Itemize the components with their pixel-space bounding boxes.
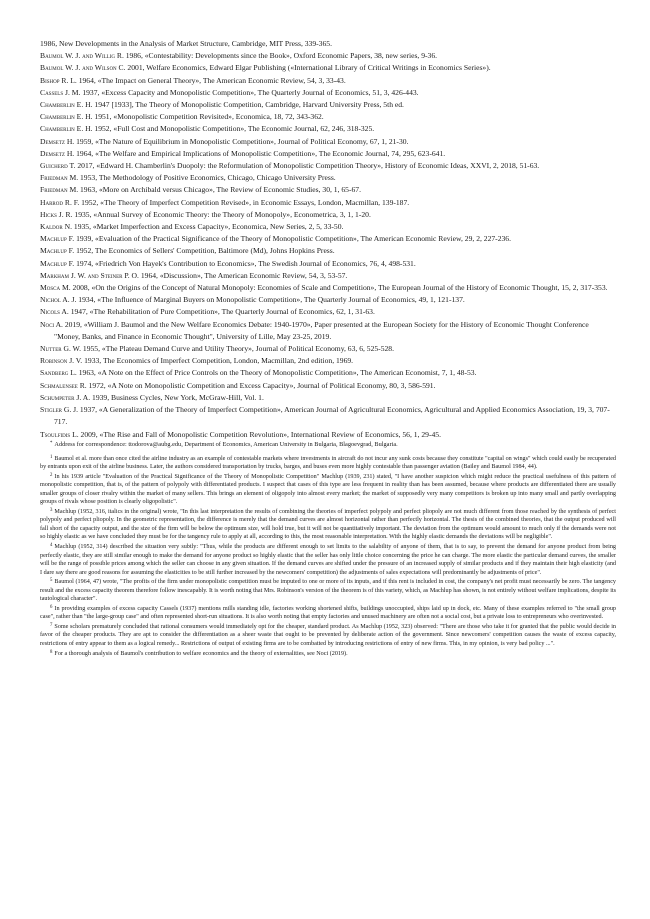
reference-entry: [40, 245, 616, 257]
reference-entry: [40, 87, 616, 99]
reference-author: Robinson J. V.: [40, 356, 83, 366]
reference-entry: [40, 172, 616, 184]
reference-author: Nichol A. J.: [40, 295, 77, 305]
page: [40, 38, 616, 657]
reference-text: 1964, «The Welfare and Empirical Implications of Monopolistic Competition», The Economic Journal, 74, 295, 623-641.: [74, 148, 446, 158]
footnote-mark: 5: [50, 578, 53, 584]
reference-text: 1939, Business Cycles, New York, McGraw-Hill, Vol. 1.: [90, 392, 264, 402]
footnote-text: Machlup (1952, 314) described the situation very subtly: "Thus, while the products are different enough to set limits to the salability of anyone of them, that is to say, to prevent the demand for anyone product from being perfectly elastic, they are still similar enough to make the demand for anyone product so highly elastic that the seller has only little choice concerning the price he can charge. The more elastic the particular demand curves, the smaller will be the range of possible prices among which the seller can choose in any given situation. If the demand curves are shifted under the pressure of an increased supply of similar products and if they maintain their high elasticity (and I dare say there are good reasons for assuming the elasticities to be still further increased by the newcomers' competition) the adjustments of sales expectations will predominantly be adjustments of price".: [40, 544, 616, 576]
reference-author: Chamberlin E. H.: [40, 100, 93, 110]
reference-author: Baumol W. J. and Wilson C.: [40, 63, 126, 73]
reference-text: 1986, «Contestability: Developments since the Book», Oxford Economic Papers, 38, new series, 9-36.: [123, 51, 438, 61]
reference-entry: [40, 294, 616, 306]
reference-entry: [40, 319, 616, 343]
reference-author: Chamberlin E. H.: [40, 124, 93, 134]
footnote: [40, 649, 616, 659]
reference-author: Chamberlin E. H.: [40, 112, 93, 122]
reference-entry: [40, 282, 616, 294]
reference-entry: [40, 209, 616, 221]
reference-entry: [40, 380, 616, 392]
reference-entry: [40, 50, 616, 62]
reference-entry: [40, 197, 616, 209]
footnote-mark: 4: [50, 543, 53, 549]
reference-author: Machlup F.: [40, 246, 75, 256]
reference-entry: [40, 233, 616, 245]
reference-text: 2001, Welfare Economics, Edward Elgar Publishing («International Library of Critical Writings in Economics Series»).: [125, 63, 491, 73]
reference-author: Bishop R. L.: [40, 75, 77, 85]
reference-text: 1963, «More on Archibald versus Chicago», The Review of Economic Studies, 30, 1, 65-67.: [78, 185, 362, 195]
footnote-mark: 7: [50, 622, 53, 628]
reference-author: Mosca M.: [40, 283, 71, 293]
reference-text: 1937, «A Generalization of the Theory of Imperfect Competition», American Journal of Agricultural Economics, Agricultural and Applied Economics Association, 19, 3, 707-717.: [54, 405, 610, 427]
footnote-mark: 8: [50, 649, 53, 655]
reference-entry: [40, 355, 616, 367]
reference-author: Schumpeter J. A.: [40, 392, 91, 402]
reference-entry: [40, 270, 616, 282]
reference-entry: [40, 75, 616, 87]
footnote-mark: 6: [50, 604, 53, 610]
reference-entry: [40, 367, 616, 379]
footnote-text: Baumol et al. more than once cited the airline industry as an example of contestable markets where investments in aircraft do not incur any sunk costs because they constitute "capital on wings" which could easily be recuperated by entrants upon exit of the airline business. Later, the authors considered transportation by trucks, barges, and buses even more highly contestable than passenger aviation (Bailey and Baumol 1984, 44).: [40, 455, 616, 471]
footnote: [40, 507, 616, 542]
reference-entry: [40, 62, 616, 74]
reference-author: Harrod R. F.: [40, 197, 80, 207]
reference-entry: [40, 343, 616, 355]
footnote: [40, 472, 616, 507]
reference-author: Machlup F.: [40, 258, 75, 268]
reference-text: 2008, «On the Origins of the Concept of Natural Monopoly: Economies of Scale and Competition», The European Journal of the History of Economic Thought, 15, 2, 317-353.: [70, 283, 608, 293]
footnote-mark: 3: [50, 507, 53, 513]
footnote: [40, 622, 616, 649]
footnote-mark: *: [50, 441, 53, 446]
footnote-text: Machlup (1952, 316, italics in the original) wrote, "In this last interpretation the results of combining the theories of imperfect polypoly and perfect pliopoly are not much different from those reached by the synthesis of perfect polypoly and perfect pliopoly. In the geometric representation, the difference is merely that the demand curves are almost horizontal rather than perfectly horizontal. The thesis of the combined theories, that the output produced will fall short of the capacity output, and the size of the firm will be below the optimum size, will hold true, but it will not be quantitatively important. The deviation from the optimum would amount to much only if the demands were not so highly elastic as we have concluded they must be for the tangency rule to apply at all, according to this, the most reasonable interpretation. With the highly elastic demands the deviations will be negligible".: [40, 508, 616, 541]
reference-author: Friedman M.: [40, 173, 79, 183]
footnote: [40, 454, 616, 472]
footnote: [40, 542, 616, 577]
references-list: [40, 38, 616, 441]
reference-entry: [40, 99, 616, 111]
reference-author: Hicks J. R.: [40, 209, 73, 219]
reference-text: 1974, «Friedrich Von Hayek's Contribution to Economics», The Swedish Journal of Economics, 76, 4, 498-531.: [74, 258, 416, 268]
reference-text: 1947, «The Rehabilitation of Pure Competition», The Quarterly Journal of Economics, 62, 1, 31-63.: [68, 307, 375, 317]
footnote-mark: 1: [50, 454, 53, 460]
footnote: [40, 577, 616, 604]
reference-text: 1933, The Economics of Imperfect Competition, London, Macmillan, 2nd edition, 1969.: [82, 356, 354, 366]
reference-entry: [40, 429, 616, 441]
footnote: [40, 440, 616, 450]
reference-author: Demsetz H.: [40, 148, 75, 158]
reference-entry: [40, 148, 616, 160]
reference-text: 1935, «Annual Survey of Economic Theory: the Theory of Monopoly», Econometrica, 3, 1, 1-20.: [72, 209, 371, 219]
reference-entry: [40, 184, 616, 196]
reference-entry: [40, 306, 616, 318]
reference-author: Machlup F.: [40, 234, 75, 244]
reference-text: 1953, The Methodology of Positive Economics, Chicago, Chicago University Press.: [78, 173, 336, 183]
reference-text: 1937, «Excess Capacity and Monopolistic Competition», The Quarterly Journal of Economics, 51, 3, 426-443.: [80, 87, 419, 97]
reference-text: 1934, «The Influence of Marginal Buyers on Monopolistic Competition», The Quarterly Journal of Economics, 49, 1, 121-137.: [76, 295, 465, 305]
reference-text: 1964, «Discussion», The American Economic Review, 54, 3, 53-57.: [138, 270, 348, 280]
footnote-text: Address for correspondence: ttodorova@aubg.edu, Department of Economics, American University in Bulgaria, Blagoevgrad, Bulgaria.: [54, 441, 398, 448]
reference-author: Cassels J. M.: [40, 87, 81, 97]
reference-author: Tsoulfidis L.: [40, 429, 79, 439]
reference-entry: [40, 160, 616, 172]
reference-author: Stigler G. J.: [40, 405, 79, 415]
reference-author: Markham J. W. and Steiner P. O.: [40, 270, 139, 280]
footnote-mark: 2: [50, 472, 53, 478]
reference-text: 1959, «The Nature of Equilibrium in Monopolistic Competition», Journal of Political Economy, 67, 1, 21-30.: [74, 136, 409, 146]
reference-text: 2017, «Edward H. Chamberlin's Duopoly: the Reformulation of Monopolistic Competition Theory», History of Economic Ideas, XXVI, 2, 2018, 51-63.: [75, 161, 540, 171]
reference-text: 1963, «A Note on the Effect of Price Controls on the Theory of Monopolistic Competition», The American Economist, 7, 1, 48-53.: [76, 368, 477, 378]
reference-entry: [40, 111, 616, 123]
reference-author: Noci A.: [40, 319, 63, 329]
reference-author: Kaldor N.: [40, 222, 72, 232]
reference-author: Schmalensee R.: [40, 380, 87, 390]
reference-author: Sandberg L.: [40, 368, 77, 378]
reference-text: 1939, «Evaluation of the Practical Significance of the Theory of Monopolistic Competition», The American Economic Review, 29, 2, 227-236.: [74, 234, 511, 244]
reference-text: 1952, «Full Cost and Monopolistic Competition», The Economic Journal, 62, 246, 318-325.: [92, 124, 375, 134]
footnotes-section: [40, 440, 616, 658]
reference-text: 1955, «The Plateau Demand Curve and Utility Theory», Journal of Political Economy, 63, 6, 525-528.: [81, 344, 394, 354]
reference-entry: [40, 258, 616, 270]
reference-entry: [40, 38, 616, 50]
reference-author: Baumol W. J. and Willig R.: [40, 51, 124, 61]
reference-entry: [40, 136, 616, 148]
reference-author: Guicherd T.: [40, 161, 76, 171]
reference-author: Friedman M.: [40, 185, 79, 195]
footnote-text: For a thorough analysis of Baumol's contribution to welfare economics and the theory of externalities, see Noci (2019).: [54, 650, 348, 657]
reference-text: 1972, «A Note on Monopolistic Competition and Excess Capacity», Journal of Political Economy, 80, 3, 586-591.: [86, 380, 436, 390]
reference-entry: [40, 404, 616, 428]
reference-author: Demsetz H.: [40, 136, 75, 146]
reference-text: 1952, «The Theory of Imperfect Competition Revised», in Economic Essays, London, Macmillan, 139-187.: [79, 197, 410, 207]
reference-text: 1951, «Monopolistic Competition Revisited», Economica, 18, 72, 343-362.: [92, 112, 324, 122]
footnote: [40, 604, 616, 622]
footnote-text: Baumol (1964, 47) wrote, "The profits of the firm under monopolistic competition must be imputed to one or more of its inputs, and if this rent is included in cost, the company's net profit must necessarily be zero. The tangency result and the excess capacity theorem therefore follow inescapably. It is worth noting that Mrs. Robinson's version of the theorem is of this variety, which, as Machlup has shown, is not entirely without welfare implications, despite its tautological character".: [40, 579, 616, 603]
reference-text: 1986, New Developments in the Analysis of Market Structure, Cambridge, MIT Press, 339-365.: [40, 39, 332, 48]
reference-author: Nutter G. W.: [40, 344, 82, 354]
reference-entry: [40, 392, 616, 404]
reference-entry: [40, 123, 616, 135]
reference-text: 1964, «The Impact on General Theory», The American Economic Review, 54, 3, 33-43.: [76, 75, 346, 85]
reference-text: 2009, «The Rise and Fall of Monopolistic Competition Revolution», International Review of Economics, 56, 1, 29-45.: [78, 429, 441, 439]
reference-text: 1952, The Economics of Sellers' Competition, Baltimore (Md), Johns Hopkins Press.: [74, 246, 335, 256]
reference-text: 1935, «Market Imperfection and Excess Capacity», Economica, New Series, 2, 5, 33-50.: [72, 222, 344, 232]
footnote-text: In his 1939 article "Evaluation of the Practical Significance of the Theory of Monopolistic Competition" Machlup (1939, 231) stated, "I have another suspicion which might reduce the practical usefulness of this pattern of monopolistic competition, that is, of the pattern of polypoly with differentiated products. I suspect that cases of this type are less frequent in reality than has been assumed, because where products are differentiated there are usually smaller groups of closer rivalry within the market of many sellers. This brings an element of oligopoly into almost every market; the market of supposedly very many competitors is broken up into many small and partly overlapping groups of rivals whose position is clearly oligopolistic".: [40, 473, 616, 506]
reference-text: 1947 [1933], The Theory of Monopolistic Competition, Cambridge, Harvard University Press, 5th ed.: [92, 100, 404, 110]
reference-author: Nicols A.: [40, 307, 69, 317]
footnote-text: In providing examples of excess capacity Cassels (1937) mentions mills standing idle, factories working shortened shifts, buildings unoccupied, ships laid up in dock, etc. Many of these examples referred to "the small group case", rather than "the large-group case" and often represented short-run situations. It is also worth noting that empty factories and unused machinery are often not a social cost, but a private loss to entrepreneurs who overinvested.: [40, 605, 616, 621]
reference-entry: [40, 221, 616, 233]
footnote-text: Some scholars prematurely concluded that rational consumers would immediately opt for the cheaper, standard product. As Machlup (1952, 323) observed: "There are those who take it for granted that the public would decide in favor of the cheaper products. They are apt to consider the differentiation as a sheer waste that ought to be prevented by deliberate action of the government. Since newcomers' competition causes the waste of excess capacity, restrictions of entry appear to them as a logical remedy... Restrictions of output of existing firms are to be combatted by introducing restrictions of entry of new firms. This, in my opinion, is very bad policy ...".: [40, 623, 616, 648]
reference-text: 2019, «William J. Baumol and the New Welfare Economics Debate: 1940-1970», Paper presented at the European Society for the History of Economic Thought Conference "Money, Banks, and Finance in Economic Thought", University of Lille, May 23-25, 2019.: [54, 319, 589, 341]
